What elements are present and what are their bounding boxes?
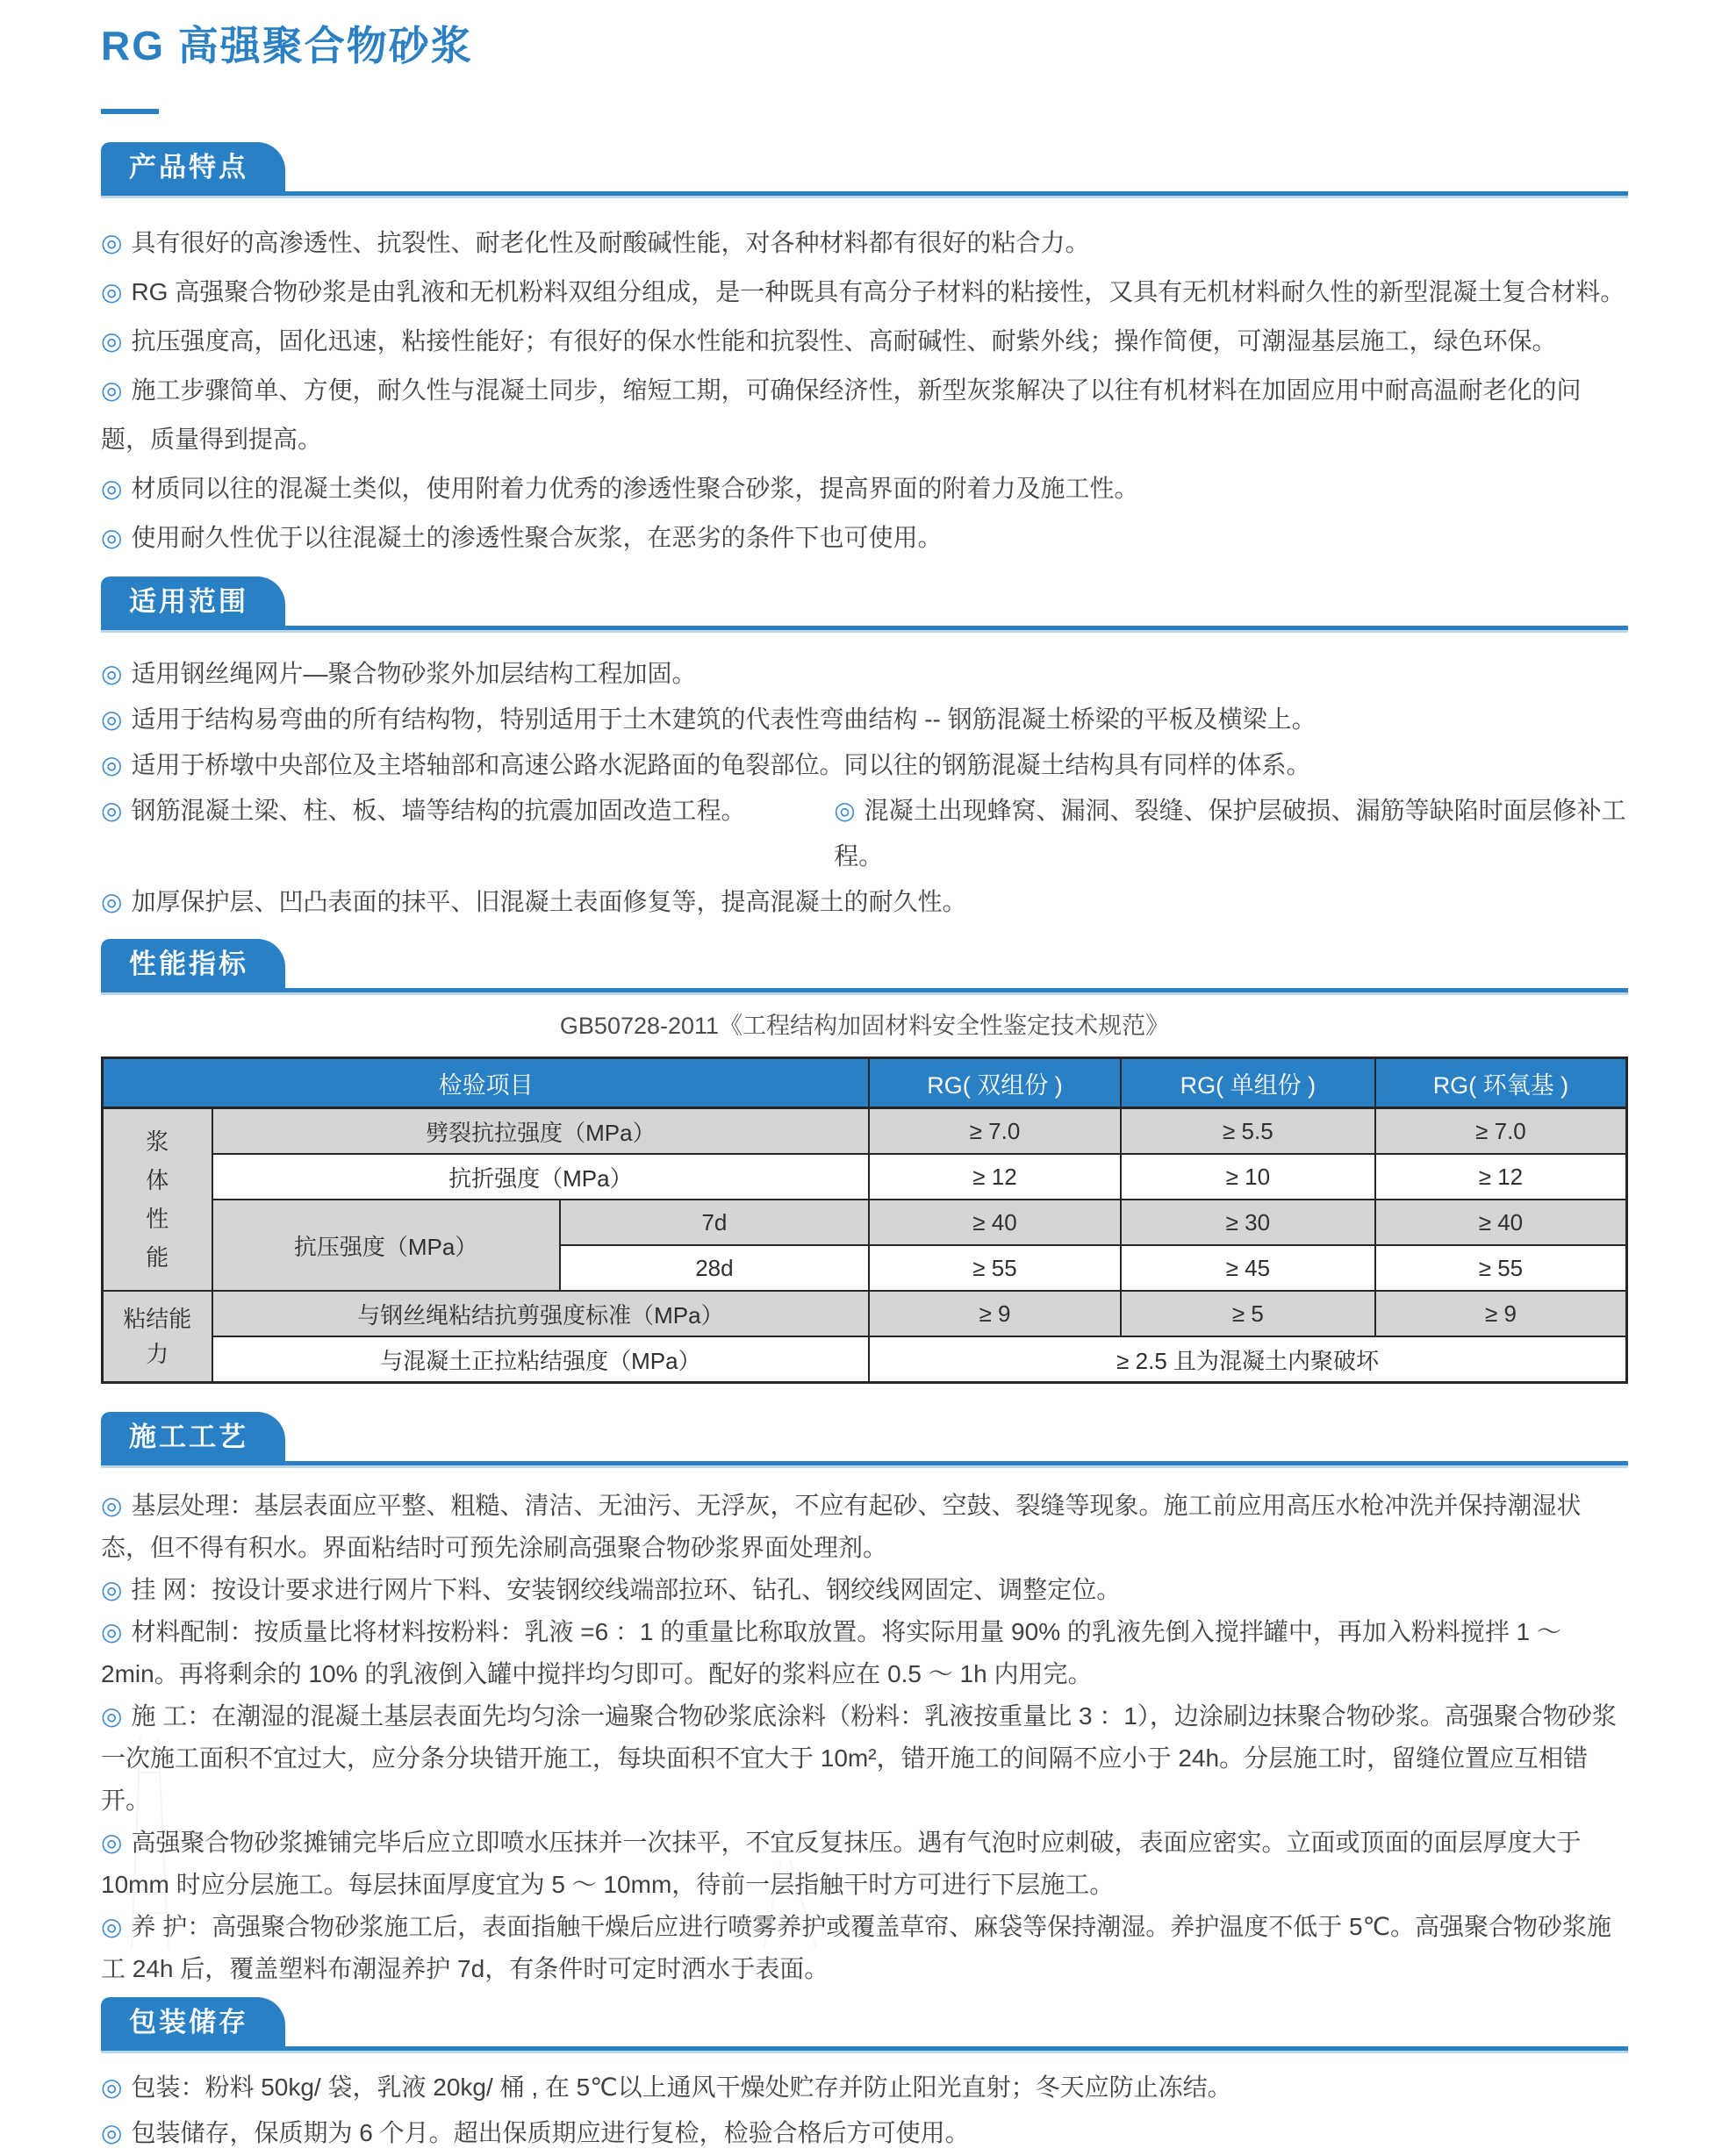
- section-header-performance: [101, 939, 1628, 992]
- list-item: [101, 651, 1628, 697]
- section-tab-features: 产品特点: [101, 142, 285, 191]
- feature-text: 抗压强度高，固化迅速，粘接性能好；有很好的保水性能和抗裂性、高耐碱性、耐紫外线；操作简便，可潮湿基层施工，绿色环保。: [131, 327, 1557, 355]
- packaging-list: [101, 2065, 1628, 2156]
- list-item: [101, 1569, 1628, 1611]
- cell-value: ≥ 9: [869, 1291, 1121, 1336]
- process-text: 基层处理：基层表面应平整、粗糙、清洁、无油污、无浮灰，不应有起砂、空鼓、裂缝等现象。施工前应用高压水枪冲洗并保持潮湿状态，但不得有积水。界面粘结时可预先涂刷高强聚合物砂浆界面处理剂。: [101, 1492, 1582, 1561]
- list-item: [101, 697, 1628, 742]
- cell-value: ≥ 5.5: [1121, 1108, 1375, 1155]
- list-item: [101, 317, 1628, 366]
- list-item: [101, 1485, 1628, 1569]
- bullet-icon: ◎: [101, 1576, 123, 1603]
- bullet-icon: ◎: [101, 475, 123, 502]
- cell-value: ≥ 30: [1121, 1200, 1375, 1245]
- scope-text: 混凝土出现蜂窝、漏洞、裂缝、保护层破损、漏筋等缺陷时面层修补工程。: [834, 797, 1626, 870]
- bullet-icon: ◎: [101, 2119, 123, 2146]
- row-sublabel: 28d: [560, 1245, 870, 1291]
- process-list: [101, 1485, 1628, 1990]
- table-row: [103, 1336, 1627, 1383]
- col-header-item: 检验项目: [103, 1058, 870, 1108]
- row-label: 抗折强度（MPa）: [212, 1154, 870, 1200]
- feature-text: 使用耐久性优于以往混凝土的渗透性聚合灰浆，在恶劣的条件下也可使用。: [131, 524, 943, 551]
- cell-value: ≥ 40: [1375, 1200, 1627, 1245]
- scope-list: [101, 651, 1628, 925]
- list-item: [101, 1695, 1628, 1822]
- list-item: [101, 2065, 1628, 2110]
- col-header-rg1: RG( 单组份 ): [1121, 1058, 1375, 1108]
- section-header-features: [101, 142, 1628, 196]
- bullet-icon: ◎: [834, 797, 856, 824]
- process-text: 养 护：高强聚合物砂浆施工后，表面指触干燥后应进行喷雾养护或覆盖草帘、麻袋等保持潮湿。养护温度不低于 5℃。高强聚合物砂浆施工 24h 后，覆盖塑料布潮湿养护 7d，有条件时可定时洒水于表面。: [101, 1913, 1612, 1982]
- row-label: 与钢丝绳粘结抗剪强度标准（MPa）: [212, 1291, 870, 1336]
- performance-table: [101, 1057, 1628, 1384]
- row-label-compressive: 抗压强度（MPa）: [212, 1200, 560, 1291]
- bullet-icon: ◎: [101, 229, 123, 256]
- row-label: 与混凝土正拉粘结强度（MPa）: [212, 1336, 870, 1383]
- bullet-icon: ◎: [101, 706, 123, 733]
- col-header-rg2: RG( 双组份 ): [869, 1058, 1121, 1108]
- page-title: RG 高强聚合物砂浆: [101, 23, 473, 68]
- cell-value: ≥ 45: [1121, 1245, 1375, 1291]
- row-group-slurry: 浆 体 性 能: [103, 1108, 212, 1292]
- cell-value: ≥ 10: [1121, 1154, 1375, 1200]
- list-item: [101, 1822, 1628, 1906]
- scope-text-right: [834, 788, 1628, 879]
- packaging-text: 包装储存，保质期为 6 个月。超出保质期应进行复检，检验合格后方可使用。: [131, 2119, 970, 2146]
- section-tab-scope: 适用范围: [101, 577, 285, 626]
- cell-value: ≥ 12: [1375, 1154, 1627, 1200]
- bullet-icon: ◎: [101, 1618, 123, 1645]
- table-row: [103, 1291, 1627, 1336]
- table-header-row: [103, 1058, 1627, 1108]
- cell-value: ≥ 40: [869, 1200, 1121, 1245]
- bullet-icon: ◎: [101, 278, 123, 305]
- table-caption: GB50728-2011《工程结构加固材料安全性鉴定技术规范》: [559, 1013, 1170, 1039]
- bullet-icon: ◎: [101, 1829, 123, 1856]
- row-label: 劈裂抗拉强度（MPa）: [212, 1108, 870, 1155]
- list-item: [101, 742, 1628, 788]
- col-header-epoxy: RG( 环氧基 ): [1375, 1058, 1627, 1108]
- section-tab-performance: 性能指标: [101, 939, 285, 988]
- cell-value: ≥ 55: [1375, 1245, 1627, 1291]
- bullet-icon: ◎: [101, 660, 123, 687]
- table-row: [103, 1154, 1627, 1200]
- cell-value: ≥ 5: [1121, 1291, 1375, 1336]
- list-item: [101, 366, 1628, 464]
- bullet-icon: ◎: [101, 524, 123, 551]
- list-item: [101, 2110, 1628, 2156]
- row-sublabel: 7d: [560, 1200, 870, 1245]
- row-group-bond: 粘结能 力: [103, 1291, 212, 1383]
- process-text: 材料配制：按质量比将材料按粉料：乳液 =6 ：1 的重量比称取放置。将实际用量 90% 的乳液先倒入搅拌罐中，再加入粉料搅拌 1 ～ 2min。再将剩余的 10% 的乳液倒入罐中搅拌均匀即可。配好的浆料应在 0.5 ～ 1h 内用完。: [101, 1618, 1562, 1687]
- bullet-icon: ◎: [101, 797, 123, 824]
- feature-text: RG 高强聚合物砂浆是由乳液和无机粉料双组分组成，是一种既具有高分子材料的粘接性，又具有无机材料耐久性的新型混凝土复合材料。: [131, 278, 1625, 305]
- section-header-packaging: [101, 1997, 1628, 2051]
- bullet-icon: ◎: [101, 1913, 123, 1940]
- list-item: [101, 218, 1628, 268]
- process-text: 施 工：在潮湿的混凝土基层表面先均匀涂一遍聚合物砂浆底涂料（粉料：乳液按重量比 3 ：1），边涂刷边抹聚合物砂浆。高强聚合物砂浆一次施工面积不宜过大，应分条分块错开施工，每块面积不宜大于 10m²，错开施工的间隔不应小于 24h。分层施工时，留缝位置应互相错开。: [101, 1702, 1617, 1814]
- feature-text: 具有很好的高渗透性、抗裂性、耐老化性及耐酸碱性能，对各种材料都有很好的粘合力。: [131, 229, 1090, 256]
- table-row: [103, 1200, 1627, 1245]
- bullet-icon: ◎: [101, 1702, 123, 1730]
- feature-text: 材质同以往的混凝土类似，使用附着力优秀的渗透性聚合砂浆，提高界面的附着力及施工性。: [131, 475, 1139, 502]
- bullet-icon: ◎: [101, 327, 123, 355]
- cell-value-merged: ≥ 2.5 且为混凝土内聚破坏: [869, 1336, 1626, 1383]
- scope-text: 钢筋混凝土梁、柱、板、墙等结构的抗震加固改造工程。: [131, 797, 746, 824]
- scope-text: 适用于桥墩中央部位及主塔轴部和高速公路水泥路面的龟裂部位。同以往的钢筋混凝土结构具有同样的体系。: [131, 751, 1311, 778]
- section-header-process: [101, 1412, 1628, 1465]
- list-item: [101, 513, 1628, 562]
- scope-text-left: [101, 788, 834, 879]
- list-item: [101, 1611, 1628, 1695]
- process-text: 挂 网：按设计要求进行网片下料、安装钢绞线端部拉环、钻孔、钢绞线网固定、调整定位。: [131, 1576, 1122, 1603]
- list-item: [101, 1906, 1628, 1990]
- list-item: [101, 464, 1628, 513]
- list-item: [101, 879, 1628, 925]
- bullet-icon: ◎: [101, 2074, 123, 2101]
- features-list: [101, 218, 1628, 562]
- list-item: [101, 268, 1628, 317]
- bullet-icon: ◎: [101, 888, 123, 915]
- bullet-icon: ◎: [101, 751, 123, 778]
- bullet-icon: ◎: [101, 1492, 123, 1519]
- section-header-scope: [101, 577, 1628, 630]
- scope-text: 适用钢丝绳网片—聚合物砂浆外加层结构工程加固。: [131, 660, 697, 687]
- cell-value: ≥ 7.0: [1375, 1108, 1627, 1155]
- process-text: 高强聚合物砂浆摊铺完毕后应立即喷水压抹并一次抹平，不宜反复抹压。遇有气泡时应刺破，表面应密实。立面或顶面的面层厚度大于 10mm 时应分层施工。每层抹面厚度宜为 5 ～ 10mm，待前一层指触干时方可进行下层施工。: [101, 1829, 1582, 1898]
- table-row: [103, 1108, 1627, 1155]
- packaging-text: 包装：粉料 50kg/ 袋，乳液 20kg/ 桶 , 在 5℃以上通风干燥处贮存并防止阳光直射；冬天应防止冻结。: [131, 2074, 1232, 2101]
- feature-text: 施工步骤简单、方便，耐久性与混凝土同步，缩短工期，可确保经济性，新型灰浆解决了以往有机材料在加固应用中耐高温耐老化的问题，质量得到提高。: [101, 376, 1582, 453]
- title-underline: [101, 109, 159, 114]
- scope-text: 加厚保护层、凹凸表面的抹平、旧混凝土表面修复等，提高混凝土的耐久性。: [131, 888, 967, 915]
- cell-value: ≥ 7.0: [869, 1108, 1121, 1155]
- section-tab-process: 施工工艺: [101, 1412, 285, 1461]
- bullet-icon: ◎: [101, 376, 123, 404]
- section-tab-packaging: 包装储存: [101, 1997, 285, 2046]
- cell-value: ≥ 9: [1375, 1291, 1627, 1336]
- scope-text: 适用于结构易弯曲的所有结构物，特别适用于土木建筑的代表性弯曲结构 -- 钢筋混凝土桥梁的平板及横梁上。: [131, 706, 1316, 733]
- cell-value: ≥ 12: [869, 1154, 1121, 1200]
- list-item-double: [101, 788, 1628, 879]
- cell-value: ≥ 55: [869, 1245, 1121, 1291]
